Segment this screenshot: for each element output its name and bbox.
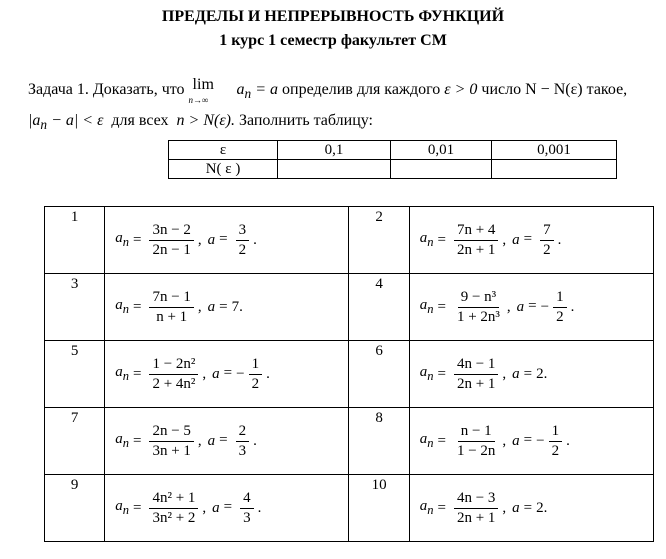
- problem-number: 3: [45, 274, 105, 341]
- limit-sign: −: [540, 298, 550, 315]
- limit-value: = a: [255, 81, 279, 98]
- n-epsilon-expression: N − N(ε): [525, 81, 583, 98]
- problem-formula: $a_n$ = $\frac{\text{1 − 2n²}}{\text{2 + 4n²}}$ , a = − $\frac{1}{2}$ .: [105, 341, 349, 408]
- problem-number: 2: [349, 207, 409, 274]
- problems-row: [45, 408, 654, 475]
- abs-expression-start: |a: [28, 112, 41, 129]
- sequence-fraction: [149, 490, 198, 527]
- limit-value-number: 2: [536, 499, 544, 516]
- sequence-denominator: 2 + 4n²: [152, 375, 196, 392]
- sequence-denominator: 2n + 1: [456, 509, 496, 526]
- sequence-denominator: 3n + 1: [152, 442, 191, 459]
- sequence-numerator: 9 − n³: [458, 289, 499, 308]
- epsilon-condition: ε > 0: [444, 81, 478, 98]
- epsilon-header-cell: 0,01: [391, 141, 492, 160]
- limit-fraction: [236, 222, 250, 259]
- problem-formula: $a_n$ = $\frac{7n + 4}{2n + 1}$ , a = $\frac{7}{2}$ .: [409, 207, 653, 274]
- sequence-denominator: 2n − 1: [152, 241, 191, 258]
- problem-number: 9: [45, 475, 105, 542]
- sequence-fraction: [454, 490, 498, 527]
- epsilon-header-cell: 0,1: [278, 141, 391, 160]
- problems-row: [45, 341, 654, 408]
- sequence-fraction: [454, 222, 498, 259]
- sequence-numerator: 4n² + 1: [149, 490, 198, 509]
- epsilon-table-row: [169, 160, 617, 179]
- problem-number: 6: [349, 341, 409, 408]
- sequence-numerator: 2n − 5: [149, 423, 193, 442]
- limit-denominator: 2: [551, 442, 560, 459]
- task-statement-line2: $|a_n - a| < \varepsilon$ для всех n > N(ε). Заполнить таблицу:: [28, 112, 373, 133]
- problem-number: 4: [349, 274, 409, 341]
- limit-sign: −: [236, 365, 245, 382]
- sequence-numerator: 1 − 2n²: [149, 356, 198, 375]
- epsilon-header-cell: 0,001: [492, 141, 617, 160]
- problems-row: [45, 274, 654, 341]
- problem-number: 8: [349, 408, 409, 475]
- limit-fraction: [236, 423, 250, 460]
- task-text-fill: Заполнить таблицу:: [238, 112, 373, 129]
- problem-formula: $a_n$ = $\frac{\text{4n² + 1}}{\text{3n² + 2}}$ , a = $\frac{4}{3}$ .: [105, 475, 349, 542]
- sequence-fraction: [149, 423, 193, 460]
- problems-table: [44, 206, 654, 542]
- page-subtitle: 1 курс 1 семестр факультет СМ: [219, 32, 447, 49]
- limit-numerator: 4: [240, 490, 254, 509]
- problem-formula: $a_n$ = $\frac{2n - 5}{3n + 1}$ , a = $\frac{2}{3}$ .: [105, 408, 349, 475]
- limit-denominator: 2: [556, 308, 564, 325]
- sequence-numerator: 4n − 3: [454, 490, 498, 509]
- limit-fraction: [553, 289, 567, 326]
- page-title: ПРЕДЕЛЫ И НЕПРЕРЫВНОСТЬ ФУНКЦИЙ: [161, 8, 505, 25]
- task-text-for-all: для всех: [111, 112, 169, 129]
- sequence-fraction: [149, 222, 193, 259]
- limit-fraction: [240, 490, 254, 527]
- n-epsilon-answer-cell[interactable]: [391, 160, 492, 179]
- limit-denominator: 2: [543, 241, 551, 258]
- sequence-fraction: [149, 356, 198, 393]
- task-text-number: число: [481, 81, 522, 98]
- sequence-fraction: [454, 289, 503, 326]
- problem-number: 1: [45, 207, 105, 274]
- sequence-numerator: 7n − 1: [149, 289, 193, 308]
- n-epsilon-label: N( ε ): [169, 160, 278, 179]
- sequence-denominator: 2n + 1: [456, 241, 496, 258]
- limit-fraction: [540, 222, 554, 259]
- sequence-denominator: 1 − 2n: [456, 442, 496, 459]
- sequence-numerator: 4n − 1: [454, 356, 498, 375]
- problem-number: 5: [45, 341, 105, 408]
- problem-formula: $a_n$ = $\frac{7n - 1}{n + 1}$ , a = 7.: [105, 274, 349, 341]
- sequence-denominator: 3n² + 2: [152, 509, 196, 526]
- limit-fraction: [249, 356, 263, 393]
- sequence-denominator: 2n + 1: [456, 375, 496, 392]
- sequence-symbol: a: [236, 81, 245, 98]
- limit-denominator: 3: [243, 509, 251, 526]
- limit-fraction: [549, 423, 563, 460]
- n-condition: n > N(ε).: [176, 112, 235, 129]
- task-text-such: такое,: [586, 81, 628, 98]
- limit-denominator: 2: [238, 241, 247, 258]
- sequence-denominator: n + 1: [156, 308, 188, 325]
- n-epsilon-answer-cell[interactable]: [278, 160, 391, 179]
- task-label: Задача 1.: [28, 81, 89, 98]
- problem-number: 7: [45, 408, 105, 475]
- limit-numerator: 1: [553, 289, 567, 308]
- limit-denominator: 2: [251, 375, 260, 392]
- task-statement: Задача 1. Доказать, что lim n→∞ $a_n = a$ определив для каждого ε > 0 число N − N(ε) такое,: [28, 76, 628, 105]
- sequence-numerator: 7n + 4: [454, 222, 498, 241]
- epsilon-header-cell: ε: [169, 141, 278, 160]
- sequence-fraction: [149, 289, 193, 326]
- task-text-determine: определив для каждого: [282, 81, 441, 98]
- sequence-numerator: 3n − 2: [149, 222, 193, 241]
- limit-value-number: 2: [536, 365, 544, 382]
- limit-numerator: 3: [236, 222, 250, 241]
- sequence-fraction: [454, 423, 498, 460]
- problems-row: [45, 207, 654, 274]
- limit-expression: lim n→∞: [188, 76, 214, 105]
- problem-number: 10: [349, 475, 409, 542]
- limit-denominator: 3: [238, 442, 247, 459]
- problem-formula: $a_n$ = $\frac{\text{9 − n³}}{\text{1 + 2n³}}$ , a = − $\frac{1}{2}$ .: [409, 274, 653, 341]
- abs-expression-end: − a| < ε: [47, 112, 104, 129]
- limit-numerator: 7: [540, 222, 554, 241]
- limit-value-number: 7: [231, 298, 240, 315]
- limit-numerator: 1: [549, 423, 563, 442]
- n-epsilon-answer-cell[interactable]: [492, 160, 617, 179]
- sequence-denominator: 1 + 2n³: [456, 308, 500, 325]
- limit-numerator: 1: [249, 356, 263, 375]
- problem-formula: $a_n$ = $\frac{4n - 1}{2n + 1}$ , a = 2.: [409, 341, 653, 408]
- problems-row: [45, 475, 654, 542]
- problem-formula: $a_n$ = $\frac{n - 1}{1 - 2n}$ , a = − $\frac{1}{2}$ .: [409, 408, 653, 475]
- problem-formula: $a_n$ = $\frac{3n - 2}{2n - 1}$ , a = $\frac{3}{2}$ .: [105, 207, 349, 274]
- problem-formula: $a_n$ = $\frac{4n - 3}{2n + 1}$ , a = 2.: [409, 475, 653, 542]
- epsilon-table: [168, 140, 617, 179]
- limit-sign: −: [536, 432, 545, 449]
- task-text-prove: Доказать, что: [92, 81, 185, 98]
- sequence-fraction: [454, 356, 498, 393]
- epsilon-table-header: [169, 141, 617, 160]
- sequence-numerator: n − 1: [458, 423, 495, 442]
- limit-numerator: 2: [236, 423, 250, 442]
